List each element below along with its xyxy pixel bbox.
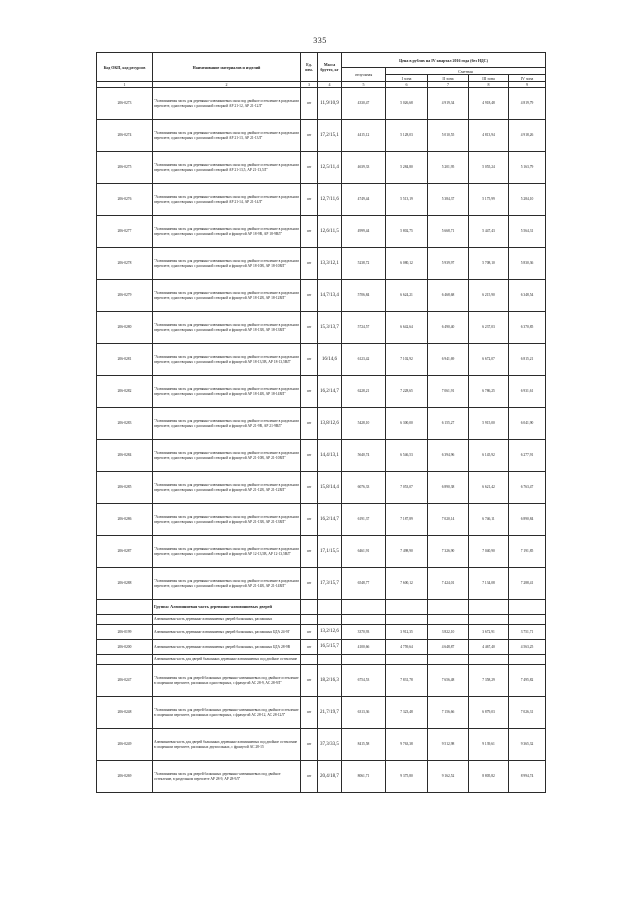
unit-cell: шт <box>301 640 318 655</box>
mass-cell: 16,2/14,7 <box>318 376 342 408</box>
code-cell: 206-0279 <box>97 280 153 312</box>
name-cell: Алюминиевая часть для дверей балконных деревянно-алюминиевых под двойное остекление <box>153 655 301 665</box>
mass-cell: 16/14,6 <box>318 344 342 376</box>
zone-1-price-cell: 5 513,19 <box>386 184 428 216</box>
zone-1-price-cell <box>386 615 428 625</box>
header-name: Наименование материалов и изделий <box>153 53 301 82</box>
zone-2-price-cell: 5 668,71 <box>428 216 469 248</box>
mass-cell: 12,7/11,6 <box>318 184 342 216</box>
zone-3-price-cell: 3 672,91 <box>469 625 509 640</box>
code-cell: 206-0273 <box>97 88 153 120</box>
zone-1-price-cell: 9 763,38 <box>386 729 428 761</box>
wholesale-price-cell: 6754,53 <box>342 665 386 697</box>
table-row <box>97 408 546 440</box>
header-zone-4: IV зона <box>509 75 546 82</box>
zone-2-price-cell: 3 822,10 <box>428 625 469 640</box>
zone-4-price-cell: 6 348,54 <box>509 280 546 312</box>
name-cell: "Алюминиевая часть для деревянно-алюминиевых окон под двойное остекление в раздельном переплете, одностворных с распашной створкой АР 21-14, АР 21-14Л" <box>153 184 301 216</box>
table-body <box>97 88 546 793</box>
zone-2-price-cell: 6 394,96 <box>428 440 469 472</box>
zone-1-price-cell: 7 053,07 <box>386 472 428 504</box>
zone-4-price-cell: 6 277,91 <box>509 440 546 472</box>
zone-2-price-cell: 6 155,27 <box>428 408 469 440</box>
zone-3-price-cell: 7 040,90 <box>469 536 509 568</box>
wholesale-price-cell: 6123,42 <box>342 344 386 376</box>
wholesale-price-cell: 8061,71 <box>342 761 386 793</box>
mass-cell: 21,7/19,7 <box>318 697 342 729</box>
zone-2-price-cell: 4 919,34 <box>428 88 469 120</box>
table-row <box>97 665 546 697</box>
zone-1-price-cell: 6 300,00 <box>386 408 428 440</box>
zone-4-price-cell: 7 191,85 <box>509 536 546 568</box>
table-row <box>97 504 546 536</box>
unit-cell: шт <box>301 376 318 408</box>
zone-2-price-cell: 7 326,90 <box>428 536 469 568</box>
code-cell: 206-0286 <box>97 504 153 536</box>
column-number: 7 <box>428 82 469 88</box>
zone-4-price-cell: 7 495,82 <box>509 665 546 697</box>
unit-cell: шт <box>301 312 318 344</box>
mass-cell <box>318 615 342 625</box>
zone-2-price-cell: 7 061,91 <box>428 376 469 408</box>
zone-3-price-cell: 4 918,48 <box>469 88 509 120</box>
unit-cell: шт <box>301 152 318 184</box>
unit-cell: шт <box>301 536 318 568</box>
name-cell: "Алюминиевая часть для дверей балконных деревянно-алюминиевых под двойное остекление в спаренном переплете, распашных одностворных, с фрамугой АС 28-12, АС 28-12Л" <box>153 697 301 729</box>
zone-2-price-cell: 6 468,68 <box>428 280 469 312</box>
name-cell: "Алюминиевая часть для деревянно-алюминиевых окон под двойное остекление в раздельном переплете, одностворных с распашной створкой и фрамугой АР 18-10В, АР 18-10ВЛ" <box>153 248 301 280</box>
wholesale-price-cell: 4639,33 <box>342 152 386 184</box>
zone-1-price-cell: 5 128,03 <box>386 120 428 152</box>
zone-2-price-cell: 7 156,66 <box>428 697 469 729</box>
zone-3-price-cell <box>469 615 509 625</box>
mass-cell: 12,6/11,5 <box>318 216 342 248</box>
table-row <box>97 248 546 280</box>
zone-4-price-cell: 7 288,41 <box>509 568 546 600</box>
unit-cell: шт <box>301 248 318 280</box>
code-cell: 206-0283 <box>97 408 153 440</box>
zone-4-price-cell: 5 284,10 <box>509 184 546 216</box>
wholesale-price-cell: 4999,44 <box>342 216 386 248</box>
table-row <box>97 120 546 152</box>
zone-3-price-cell: 4 813,94 <box>469 120 509 152</box>
name-cell: Алюминиевая часть деревянно-алюминиевых дверей балконных, распашных БДА 28-9В <box>153 640 301 655</box>
unit-cell <box>301 655 318 665</box>
name-cell: "Алюминиевая часть для деревянно-алюминиевых окон под двойное остекление в раздельном переплете, одностворных с распашной створкой и фрамугой АР 18-14В, АР 18-14ВЛ" <box>153 376 301 408</box>
table-row <box>97 280 546 312</box>
zone-4-price-cell <box>509 600 546 615</box>
wholesale-price-cell <box>342 600 386 615</box>
name-cell: Группа: Алюминиевая часть деревянно-алюминиевых дверей <box>153 600 301 615</box>
zone-3-price-cell: 9 139,61 <box>469 729 509 761</box>
wholesale-price-cell: 4330,47 <box>342 88 386 120</box>
zone-2-price-cell: 6 941,69 <box>428 344 469 376</box>
zone-3-price-cell: 5 447,43 <box>469 216 509 248</box>
name-cell: "Алюминиевая часть для деревянно-алюминиевых окон под двойное остекление в раздельном переплете, одностворных с распашной створкой и фрамугой АР 21-14В, АР 21-14ВЛ" <box>153 568 301 600</box>
zone-3-price-cell <box>469 655 509 665</box>
code-cell: 206-0278 <box>97 248 153 280</box>
mass-cell: 13,8/12,6 <box>318 408 342 440</box>
zone-3-price-cell: 6 672,07 <box>469 344 509 376</box>
mass-cell: 16,2/14,7 <box>318 504 342 536</box>
zone-1-price-cell: 6 624,21 <box>386 280 428 312</box>
mass-cell: 17,1/15,5 <box>318 536 342 568</box>
code-cell: 206-0287 <box>97 536 153 568</box>
column-number: 6 <box>386 82 428 88</box>
unit-cell: шт <box>301 472 318 504</box>
zone-2-price-cell: 5 201,95 <box>428 152 469 184</box>
unit-cell: шт <box>301 761 318 793</box>
zone-2-price-cell <box>428 655 469 665</box>
zone-3-price-cell: 5 055,24 <box>469 152 509 184</box>
table-row <box>97 440 546 472</box>
zone-2-price-cell: 9 512,98 <box>428 729 469 761</box>
table-row <box>97 312 546 344</box>
zone-1-price-cell: 5 026,68 <box>386 88 428 120</box>
zone-4-price-cell: 6 931,61 <box>509 376 546 408</box>
header-wholesale: отпускная <box>342 68 386 82</box>
code-cell: 206-0248 <box>97 697 153 729</box>
zone-2-price-cell: 5 010,55 <box>428 120 469 152</box>
zone-1-price-cell: 7 498,90 <box>386 536 428 568</box>
zone-1-price-cell: 7 323,48 <box>386 697 428 729</box>
zone-3-price-cell: 7 134,08 <box>469 568 509 600</box>
zone-2-price-cell: 9 162,52 <box>428 761 469 793</box>
wholesale-price-cell: 4415,12 <box>342 120 386 152</box>
unit-cell: шт <box>301 697 318 729</box>
unit-cell: шт <box>301 216 318 248</box>
zone-3-price-cell: 4 467,40 <box>469 640 509 655</box>
unit-cell: шт <box>301 729 318 761</box>
column-number: 4 <box>318 82 342 88</box>
code-cell: 206-0247 <box>97 665 153 697</box>
code-cell: 206-0274 <box>97 120 153 152</box>
subgroup-row <box>97 615 546 625</box>
mass-cell: 11,9/10,9 <box>318 88 342 120</box>
name-cell: "Алюминиевая часть для деревянно-алюминиевых окон под двойное остекление в раздельном переплете, одностворных с распашной створкой и фрамугой АР 21-13В, АР 21-13ВЛ" <box>153 504 301 536</box>
table-row <box>97 625 546 640</box>
header-estimate: Сметная <box>386 68 546 75</box>
zone-2-price-cell: 4 648,87 <box>428 640 469 655</box>
unit-cell: шт <box>301 408 318 440</box>
column-number: 9 <box>509 82 546 88</box>
column-number: 1 <box>97 82 153 88</box>
code-cell: 206-0275 <box>97 152 153 184</box>
unit-cell: шт <box>301 440 318 472</box>
zone-1-price-cell: 7 102,92 <box>386 344 428 376</box>
mass-cell: 13,2/12,6 <box>318 625 342 640</box>
mass-cell <box>318 600 342 615</box>
zone-2-price-cell: 5 384,37 <box>428 184 469 216</box>
zone-4-price-cell: 3 751,71 <box>509 625 546 640</box>
zone-4-price-cell <box>509 615 546 625</box>
table-row <box>97 344 546 376</box>
unit-cell: шт <box>301 120 318 152</box>
code-cell: 206-0200 <box>97 640 153 655</box>
header-zone-2: II зона <box>428 75 469 82</box>
code-cell: 206-0284 <box>97 440 153 472</box>
unit-cell <box>301 600 318 615</box>
zone-3-price-cell: 7 358,29 <box>469 665 509 697</box>
table-row <box>97 88 546 120</box>
wholesale-price-cell: 4100,66 <box>342 640 386 655</box>
zone-1-price-cell: 7 831,78 <box>386 665 428 697</box>
wholesale-price-cell: 8415,58 <box>342 729 386 761</box>
table-row <box>97 536 546 568</box>
mass-cell: 16,5/15,7 <box>318 640 342 655</box>
unit-cell: шт <box>301 665 318 697</box>
zone-4-price-cell: 5 830,36 <box>509 248 546 280</box>
code-cell <box>97 615 153 625</box>
unit-cell: шт <box>301 88 318 120</box>
header-price-group: Цена в рублях на IV квартал 2016 года (без НДС) <box>342 53 546 68</box>
zone-4-price-cell: 5 163,79 <box>509 152 546 184</box>
header-unit: Ед. изм. <box>301 53 318 82</box>
page-number: 335 <box>313 36 327 45</box>
wholesale-price-cell: 6191,37 <box>342 504 386 536</box>
column-number: 8 <box>469 82 509 88</box>
zone-1-price-cell: 6 080,12 <box>386 248 428 280</box>
table-row <box>97 184 546 216</box>
header-zone-1: I зона <box>386 75 428 82</box>
zone-3-price-cell: 6 879,03 <box>469 697 509 729</box>
mass-cell <box>318 655 342 665</box>
zone-1-price-cell <box>386 655 428 665</box>
wholesale-price-cell: 5640,74 <box>342 440 386 472</box>
zone-2-price-cell: 6 890,38 <box>428 472 469 504</box>
zone-3-price-cell: 5 175,99 <box>469 184 509 216</box>
name-cell: Алюминиевая часть деревянно-алюминиевых дверей балконных, распашных <box>153 615 301 625</box>
table-row <box>97 640 546 655</box>
name-cell: "Алюминиевая часть для деревянно-алюминиевых окон под двойное остекление в раздельном переплете, одностворных с распашной створкой АР 21-13,5, АР 21-13,5Л" <box>153 152 301 184</box>
table-row <box>97 729 546 761</box>
zone-2-price-cell <box>428 600 469 615</box>
zone-4-price-cell: 6 370,85 <box>509 312 546 344</box>
code-cell: 206-0269 <box>97 761 153 793</box>
table-row <box>97 697 546 729</box>
code-cell: 206-0199 <box>97 625 153 640</box>
zone-4-price-cell: 4 819,79 <box>509 88 546 120</box>
zone-3-price-cell: 6 746,11 <box>469 504 509 536</box>
name-cell: "Алюминиевая часть для деревянно-алюминиевых окон под двойное остекление в раздельном переплете, одностворных с распашной створкой АР 21-13, АР 21-13Л" <box>153 120 301 152</box>
mass-cell: 12,5/11,4 <box>318 152 342 184</box>
mass-cell: 18,2/16,3 <box>318 665 342 697</box>
zone-4-price-cell: 5 564,31 <box>509 216 546 248</box>
column-number: 2 <box>153 82 301 88</box>
name-cell: "Алюминиевая часть для деревянно-алюминиевых окон под двойное остекление в раздельном переплете, одностворных с распашной створкой и фрамугой АР 18-13В, АР 18-13ВЛ" <box>153 312 301 344</box>
name-cell: "Алюминиевая часть для деревянно-алюминиевых окон под двойное остекление в раздельном переплете, одностворных с распашной створкой и фрамугой АР 21-12В, АР 21-12ВЛ" <box>153 472 301 504</box>
column-number: 5 <box>342 82 386 88</box>
name-cell: "Алюминиевая часть для деревянно-алюминиевых окон под двойное остекление в раздельном переплете, одностворных с распашной створкой и фрамугой АР 21-10В, АР 21-10ВЛ" <box>153 440 301 472</box>
code-cell: 206-0276 <box>97 184 153 216</box>
code-cell: 206-0281 <box>97 344 153 376</box>
zone-1-price-cell: 7 228,65 <box>386 376 428 408</box>
code-cell: 206-0249 <box>97 729 153 761</box>
table-row <box>97 568 546 600</box>
column-number: 3 <box>301 82 318 88</box>
mass-cell: 17,2/15,1 <box>318 120 342 152</box>
unit-cell: шт <box>301 504 318 536</box>
zone-2-price-cell: 7 656,48 <box>428 665 469 697</box>
wholesale-price-cell: 5724,57 <box>342 312 386 344</box>
table-row <box>97 472 546 504</box>
wholesale-price-cell: 4749,44 <box>342 184 386 216</box>
zone-1-price-cell: 3 912,35 <box>386 625 428 640</box>
wholesale-price-cell: 6548,77 <box>342 568 386 600</box>
name-cell: "Алюминиевая часть для деревянно-алюминиевых окон под двойное остекление в раздельном переплете, одностворных с распашной створкой и фрамугой АР 18-13,5В, АР 18-13,5ВЛ" <box>153 344 301 376</box>
zone-3-price-cell: 5 708,10 <box>469 248 509 280</box>
price-table <box>96 52 546 793</box>
code-cell: 206-0280 <box>97 312 153 344</box>
zone-4-price-cell: 6 763,47 <box>509 472 546 504</box>
zone-4-price-cell: 4 563,25 <box>509 640 546 655</box>
zone-3-price-cell: 8 805,82 <box>469 761 509 793</box>
wholesale-price-cell: 3370,93 <box>342 625 386 640</box>
zone-1-price-cell: 4 759,64 <box>386 640 428 655</box>
table-row <box>97 761 546 793</box>
code-cell: 206-0285 <box>97 472 153 504</box>
name-cell: "Алюминиевая часть для деревянно-алюминиевых окон под двойное остекление в раздельном переплете, одностворных с распашной створкой и фрамугой АР 18-9В, АР 18-9ВЛ" <box>153 216 301 248</box>
zone-2-price-cell: 5 939,97 <box>428 248 469 280</box>
code-cell: 206-0282 <box>97 376 153 408</box>
zone-4-price-cell <box>509 655 546 665</box>
wholesale-price-cell: 5428,10 <box>342 408 386 440</box>
zone-1-price-cell: 7 600,12 <box>386 568 428 600</box>
mass-cell: 17,3/15,7 <box>318 568 342 600</box>
zone-1-price-cell: 7 187,89 <box>386 504 428 536</box>
name-cell: "Алюминиевая часть для деревянно-алюминиевых окон под двойное остекление в раздельном переплете, одностворных с распашной створкой АР 21-12, АР 21-12Л" <box>153 88 301 120</box>
zone-3-price-cell: 6 237,03 <box>469 312 509 344</box>
unit-cell: шт <box>301 280 318 312</box>
table-row <box>97 216 546 248</box>
zone-3-price-cell: 5 915,00 <box>469 408 509 440</box>
mass-cell: 13,3/12,1 <box>318 248 342 280</box>
name-cell: Алюминиевая часть для дверей балконных деревянно-алюминиевых под двойное остекление в спаренном переплете, распашных двухпольных, с фрамугой АС 28-15 <box>153 729 301 761</box>
subgroup-row <box>97 655 546 665</box>
unit-cell: шт <box>301 568 318 600</box>
zone-1-price-cell <box>386 600 428 615</box>
wholesale-price-cell <box>342 615 386 625</box>
wholesale-price-cell: 5706,84 <box>342 280 386 312</box>
code-cell <box>97 655 153 665</box>
code-cell: 206-0277 <box>97 216 153 248</box>
mass-cell: 37,3/33,5 <box>318 729 342 761</box>
table-header <box>97 53 546 88</box>
zone-3-price-cell: 6 215,90 <box>469 280 509 312</box>
zone-2-price-cell <box>428 615 469 625</box>
zone-1-price-cell: 6 642,64 <box>386 312 428 344</box>
zone-3-price-cell: 6 621,42 <box>469 472 509 504</box>
zone-3-price-cell: 6 786,25 <box>469 376 509 408</box>
header-zone-3: III зона <box>469 75 509 82</box>
wholesale-price-cell: 6076,33 <box>342 472 386 504</box>
header-mass: Масса брутто, кг <box>318 53 342 82</box>
zone-1-price-cell: 6 546,53 <box>386 440 428 472</box>
unit-cell: шт <box>301 625 318 640</box>
wholesale-price-cell: 5238,72 <box>342 248 386 280</box>
wholesale-price-cell <box>342 655 386 665</box>
mass-cell: 14,4/13,1 <box>318 440 342 472</box>
wholesale-price-cell: 6228,21 <box>342 376 386 408</box>
zone-4-price-cell: 8 994,74 <box>509 761 546 793</box>
zone-2-price-cell: 7 020,14 <box>428 504 469 536</box>
zone-2-price-cell: 7 424,01 <box>428 568 469 600</box>
mass-cell: 20,4/18,7 <box>318 761 342 793</box>
name-cell: "Алюминиевая часть для деревянно-алюминиевых окон под двойное остекление в раздельном переплете, одностворных с распашной створкой и фрамугой АР 21-9В, АР 21-9ВЛ" <box>153 408 301 440</box>
zone-1-price-cell: 5 802,75 <box>386 216 428 248</box>
zone-1-price-cell: 5 284,80 <box>386 152 428 184</box>
group-header-row <box>97 600 546 615</box>
zone-3-price-cell <box>469 600 509 615</box>
zone-1-price-cell: 9 375,80 <box>386 761 428 793</box>
zone-2-price-cell: 6 490,40 <box>428 312 469 344</box>
header-code: Код ОКП, код ресурсов <box>97 53 153 82</box>
table-row <box>97 376 546 408</box>
mass-cell: 15,8/14,4 <box>318 472 342 504</box>
zone-3-price-cell: 6 145,92 <box>469 440 509 472</box>
name-cell: "Алюминиевая часть для дверей балконных деревянно-алюминиевых под двойное остекление, в раздельном переплете АР 28-9, АР 28-9Л" <box>153 761 301 793</box>
wholesale-price-cell: 6313,36 <box>342 697 386 729</box>
unit-cell <box>301 615 318 625</box>
name-cell: "Алюминиевая часть для дверей балконных деревянно-алюминиевых под двойное остекление в спаренном переплете, распашных одностворных, с фрамугой АС 28-9, АС 28-9Л" <box>153 665 301 697</box>
mass-cell: 15,3/13,7 <box>318 312 342 344</box>
zone-4-price-cell: 6 041,90 <box>509 408 546 440</box>
code-cell <box>97 600 153 615</box>
zone-4-price-cell: 6 890,84 <box>509 504 546 536</box>
name-cell: "Алюминиевая часть для деревянно-алюминиевых окон под двойное остекление в раздельном переплете, одностворных с распашной створкой и фрамугой АР 12-13,5В, АР 12-13,5ВЛ" <box>153 536 301 568</box>
unit-cell: шт <box>301 344 318 376</box>
zone-4-price-cell: 6 815,21 <box>509 344 546 376</box>
table-row <box>97 152 546 184</box>
mass-cell: 14,7/13,4 <box>318 280 342 312</box>
unit-cell: шт <box>301 184 318 216</box>
name-cell: "Алюминиевая часть для деревянно-алюминиевых окон под двойное остекление в раздельном переплете, одностворных с распашной створкой и фрамугой АР 18-12В, АР 18-12ВЛ" <box>153 280 301 312</box>
zone-4-price-cell: 4 918,26 <box>509 120 546 152</box>
name-cell: Алюминиевая часть деревянно-алюминиевых дверей балконных, распашных БДА 24-9Г <box>153 625 301 640</box>
zone-4-price-cell: 9 365,32 <box>509 729 546 761</box>
zone-4-price-cell: 7 026,31 <box>509 697 546 729</box>
code-cell: 206-0288 <box>97 568 153 600</box>
wholesale-price-cell: 6461,91 <box>342 536 386 568</box>
